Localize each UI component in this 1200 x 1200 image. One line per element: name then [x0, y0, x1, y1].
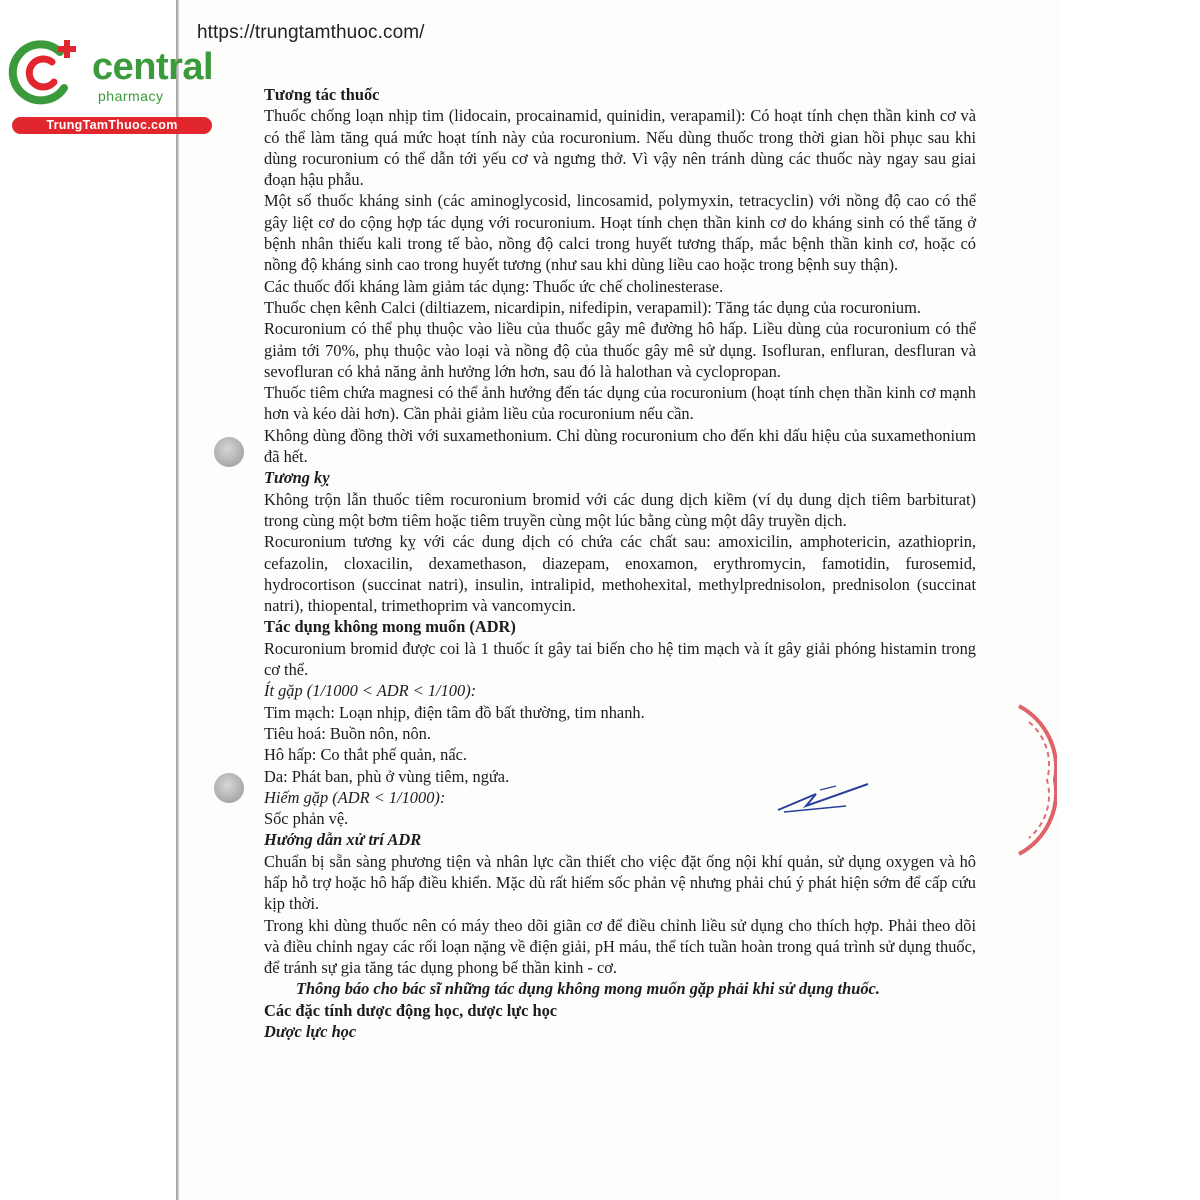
- paragraph: Tim mạch: Loạn nhịp, điện tâm đồ bất thường, tim nhanh.: [264, 702, 645, 722]
- section-heading: Tương tác thuốc: [264, 85, 380, 104]
- paragraph: Chuẩn bị sẵn sàng phương tiện và nhân lực cần thiết cho việc đặt ống nội khí quản, sử dụng oxygen và hô hấp hỗ trợ hoặc hô hấp điều khiển. Mặc dù rất hiếm sốc phản vệ nhưng phải chú ý phát hiện sớm để cấp cứu kịp thời.: [264, 851, 976, 914]
- paragraph: Da: Phát ban, phù ở vùng tiêm, ngứa.: [264, 766, 510, 786]
- paragraph: Trong khi dùng thuốc nên có máy theo dõi giãn cơ để điều chỉnh liều sử dụng cho thích hợp. Phải theo dõi và điều chỉnh ngay các rối loạn nặng về điện giải, pH máu, thể tích tuần hoàn trong quá trình sử dụng thuốc, để tránh sự gia tăng tác dụng phong bế thần kinh - cơ.: [264, 915, 976, 978]
- punch-hole-bottom: [214, 773, 244, 803]
- paragraph: Các thuốc đối kháng làm giảm tác dụng: Thuốc ức chế cholinesterase.: [264, 276, 724, 296]
- paragraph: Không dùng đồng thời với suxamethonium. Chỉ dùng rocuronium cho đến khi dấu hiệu của suxamethonium đã hết.: [264, 425, 976, 467]
- paragraph: Thuốc chống loạn nhịp tim (lidocain, procainamid, quinidin, verapamil): Có hoạt tính chẹn thần kinh cơ và có thể làm tăng quá mức hoạt tính này của rocuronium. Nếu dùng thuốc trong thời gian hồi phục sau khi dùng rocuronium có thể dẫn tới yếu cơ và ngưng thở. Vì vậy nên tránh dùng các thuốc này ngay sau giai đoạn hậu phẫu.: [264, 106, 976, 190]
- central-pharmacy-logo[interactable]: [8, 36, 213, 136]
- section-heading: Dược lực học: [264, 1022, 357, 1042]
- paragraph: Rocuronium tương kỵ với các dung dịch có chứa các chất sau: amoxicilin, amphotericin, azathioprin, cefazolin, cloxacilin, dexamethason, diazepam, enoxamon, erythromycin, famotidin, furosemid, hydrocortison (succinat natri), insulin, intralipid, methohexital, methylprednisolon, prednisolon (succinat natri), thiopental, trimethoprim và vancomycin.: [264, 532, 976, 616]
- central-logo-icon: [8, 36, 88, 110]
- section-heading: Các đặc tính dược động học, dược lực học: [264, 1000, 558, 1020]
- section-heading: Hướng dẫn xử trí ADR: [264, 830, 422, 850]
- source-url[interactable]: https://trungtamthuoc.com/: [197, 22, 425, 43]
- paragraph: Tiêu hoá: Buồn nôn, nôn.: [264, 723, 431, 743]
- paragraph: Một số thuốc kháng sinh (các aminoglycosid, lincosamid, polymyxin, tetracyclin) với nồng độ cao có thể gây liệt cơ do cộng hợp tác dụng với rocuronium. Hoạt tính chẹn thần kinh cơ do kháng sinh có thể tăng ở bệnh nhân thiếu kali trong tế bào, nồng độ calci trong huyết tương thấp, mắc bệnh thần kinh cơ, hoặc có nồng độ kháng sinh cao trong huyết tương (như sau khi dùng liều cao hoặc trong bệnh suy thận).: [264, 191, 976, 275]
- paragraph: Thuốc chẹn kênh Calci (diltiazem, nicardipin, nifedipin, verapamil): Tăng tác dụng của rocuronium.: [264, 297, 921, 317]
- logo-subtitle: pharmacy: [98, 88, 164, 104]
- punch-hole-top: [214, 437, 244, 467]
- paragraph: Rocuronium bromid được coi là 1 thuốc ít gây tai biến cho hệ tim mạch và ít gây giải phóng histamin trong cơ thể.: [264, 638, 976, 680]
- paragraph: Hô hấp: Co thắt phế quản, nấc.: [264, 745, 468, 765]
- section-heading: Tương kỵ: [264, 468, 330, 488]
- red-stamp-edge: [1015, 700, 1057, 860]
- logo-banner: TrungTamThuoc.com: [12, 117, 212, 134]
- paragraph: Rocuronium có thể phụ thuộc vào liều của thuốc gây mê đường hô hấp. Liều dùng của rocuronium có thể giảm tới 70%, phụ thuộc vào loại và nồng độ của thuốc gây mê sử dụng. Isofluran, enfluran, desfluran và sevofluran có khả năng ảnh hưởng lớn hơn, sau đó là halothan và cyclopropan.: [264, 319, 976, 381]
- section-heading: Ít gặp (1/1000 < ADR < 1/100):: [264, 681, 477, 701]
- signature-mark: [776, 776, 876, 816]
- logo-name: central: [92, 46, 214, 88]
- section-heading: Hiếm gặp (ADR < 1/1000):: [264, 787, 446, 807]
- document-body: [264, 84, 976, 1042]
- paragraph: Thuốc tiêm chứa magnesi có thể ảnh hưởng đến tác dụng của rocuronium (hoạt tính chẹn thần kinh cơ mạnh hơn và kéo dài hơn). Cần phải giảm liều của rocuronium nếu cần.: [264, 383, 976, 424]
- paragraph: Không trộn lẫn thuốc tiêm rocuronium bromid với các dung dịch kiềm (ví dụ dung dịch tiêm barbiturat) trong cùng một bơm tiêm hoặc tiêm truyền cùng một lúc bằng cùng một dây truyền dịch.: [264, 489, 976, 530]
- page-binding-edge: [176, 0, 179, 1200]
- paragraph: Sốc phản vệ.: [264, 809, 349, 829]
- section-heading: Tác dụng không mong muốn (ADR): [264, 617, 516, 637]
- section-heading: Thông báo cho bác sĩ những tác dụng không mong muốn gặp phải khi sử dụng thuốc.: [296, 979, 880, 999]
